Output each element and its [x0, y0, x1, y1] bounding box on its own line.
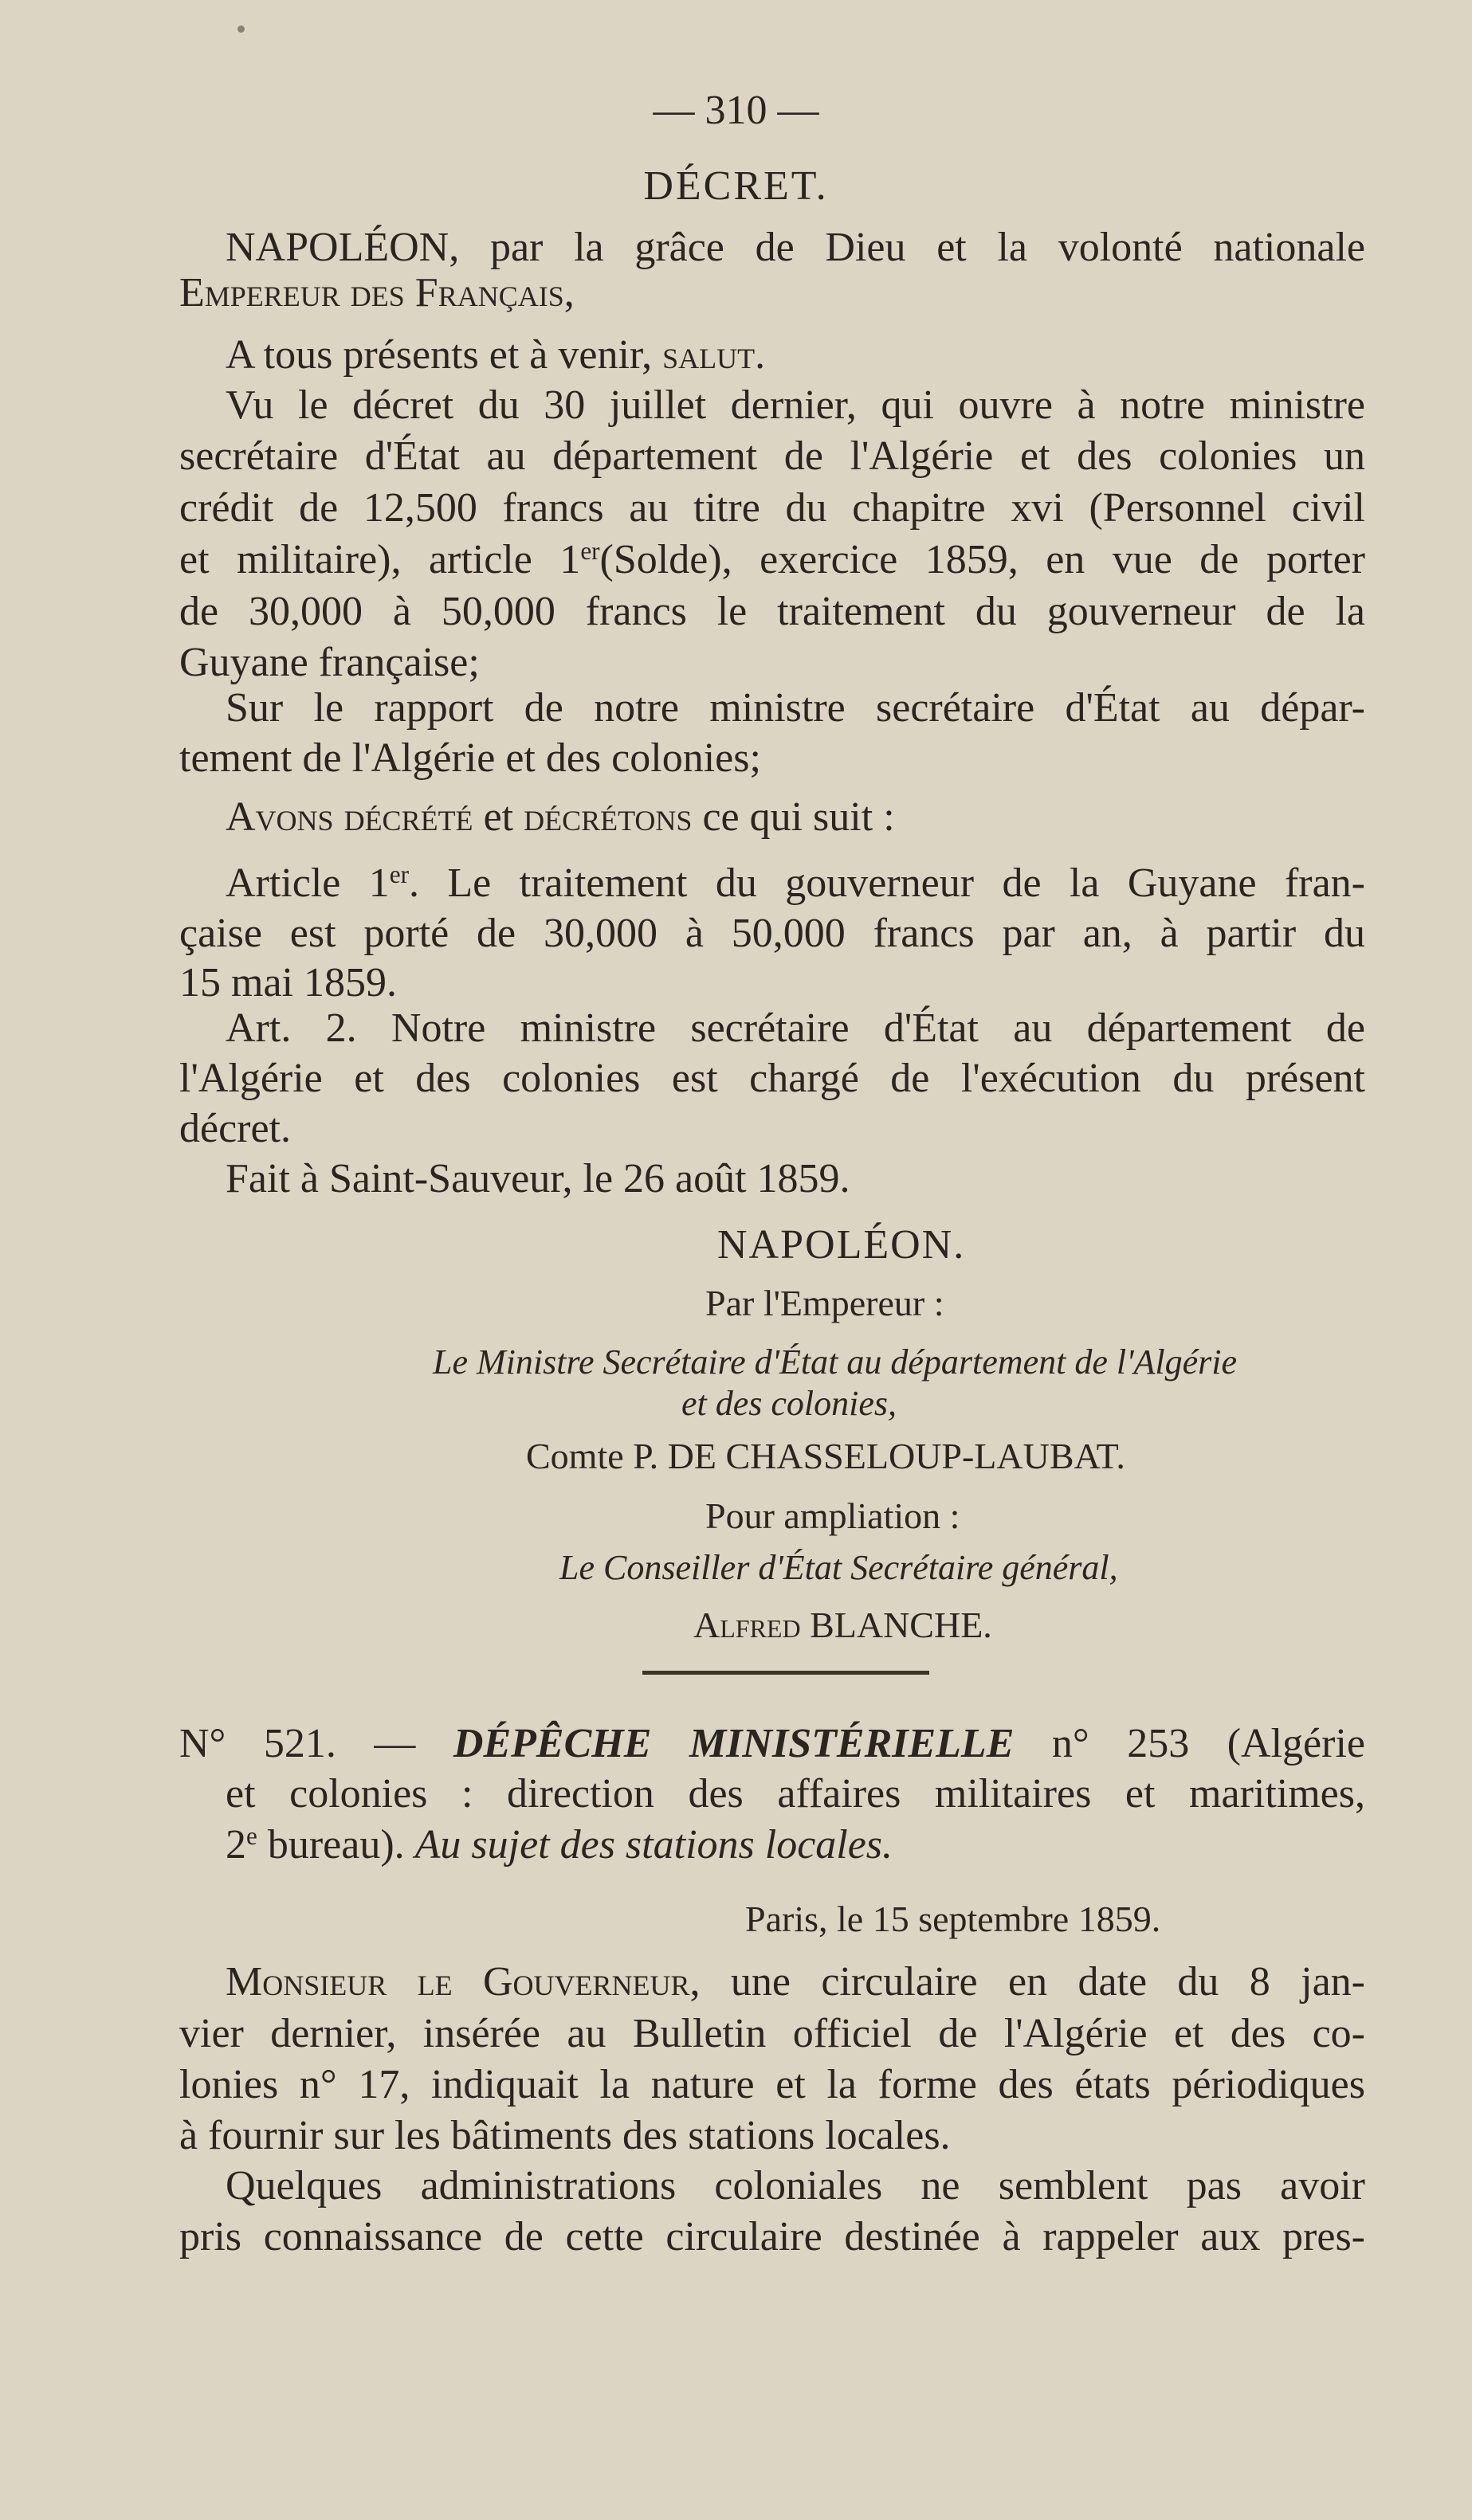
sur-line: Sur le rapport de notre ministre secrétaire d'État au dépar-: [226, 685, 1365, 731]
vu-line: Guyane française;: [179, 640, 480, 685]
depeche-line: 2e bureau). Au sujet des stations locales.: [226, 1821, 893, 1867]
article1-line: Article 1er. Le traitement du gouverneur de la Guyane fran-: [226, 860, 1366, 906]
fait-line: Fait à Saint-Sauveur, le 26 août 1859.: [226, 1156, 850, 1201]
letter-line: Monsieur le Gouverneur, une circulaire en date du 8 jan-: [226, 1959, 1365, 2005]
letter-line: Quelques administrations coloniales ne semblent pas avoir: [226, 2163, 1365, 2208]
article2-line: l'Algérie et des colonies est chargé de l'exécution du présent: [179, 1056, 1365, 1101]
letter-line: lonies n° 17, indiquait la nature et la forme des états périodiques: [179, 2062, 1365, 2107]
signature-napoleon: NAPOLÉON.: [717, 1222, 966, 1268]
conseiller-line: Le Conseiller d'État Secrétaire général,: [559, 1548, 1118, 1587]
vu-line: Vu le décret du 30 juillet dernier, qui ouvre à notre ministre: [226, 382, 1365, 428]
letter-date: Paris, le 15 septembre 1859.: [745, 1899, 1161, 1939]
decree-title: DÉCRET.: [643, 163, 829, 209]
ampliation: Pour ampliation :: [705, 1495, 960, 1536]
emperor-name: NAPOLÉON,: [226, 225, 460, 270]
preamble-line: NAPOLÉON, par la grâce de Dieu et la volonté nationale: [226, 225, 1365, 270]
paper-speck: [237, 25, 245, 33]
vu-line: crédit de 12,500 francs au titre du chapitre xvi (Personnel civil: [179, 485, 1365, 531]
ministre-line: Le Ministre Secrétaire d'État au département de l'Algérie: [433, 1342, 1237, 1381]
page-number: — 310 —: [653, 88, 819, 133]
letter-line: pris connaissance de cette circulaire destinée à rappeler aux pres-: [179, 2214, 1365, 2259]
depeche-line: et colonies : direction des affaires militaires et maritimes,: [226, 1771, 1365, 1817]
salut-line: A tous présents et à venir, salut.: [226, 332, 766, 378]
article1-line: 15 mai 1859.: [179, 960, 397, 1005]
par-empereur: Par l'Empereur :: [705, 1283, 944, 1323]
vu-line: et militaire), article 1er(Solde), exercice 1859, en vue de porter: [179, 536, 1365, 582]
emperor-title: Empereur des Français,: [179, 270, 575, 315]
vu-line: secrétaire d'État au département de l'Algérie et des colonies un: [179, 433, 1365, 479]
avons-line: Avons décrété et décrétons ce qui suit :: [226, 794, 895, 840]
depeche-heading: N° 521. — DÉPÊCHE MINISTÉRIELLE n° 253 (Algérie: [179, 1721, 1365, 1766]
article2-line: décret.: [179, 1106, 292, 1151]
letter-line: à fournir sur les bâtiments des stations locales.: [179, 2113, 951, 2158]
letter-line: vier dernier, insérée au Bulletin officiel de l'Algérie et des co-: [179, 2011, 1365, 2056]
vu-line: de 30,000 à 50,000 francs le traitement du gouverneur de la: [179, 589, 1365, 634]
article1-line: çaise est porté de 30,000 à 50,000 francs par an, à partir du: [179, 911, 1365, 956]
section-divider: [642, 1671, 929, 1675]
sur-line: tement de l'Algérie et des colonies;: [179, 735, 761, 781]
article2-line: Art. 2. Notre ministre secrétaire d'État au département de: [226, 1005, 1365, 1051]
ministre-line: et des colonies,: [681, 1384, 897, 1423]
comte-signature: Comte P. DE CHASSELOUP-LAUBAT.: [526, 1436, 1125, 1476]
blanche-signature: Alfred BLANCHE.: [693, 1605, 992, 1645]
